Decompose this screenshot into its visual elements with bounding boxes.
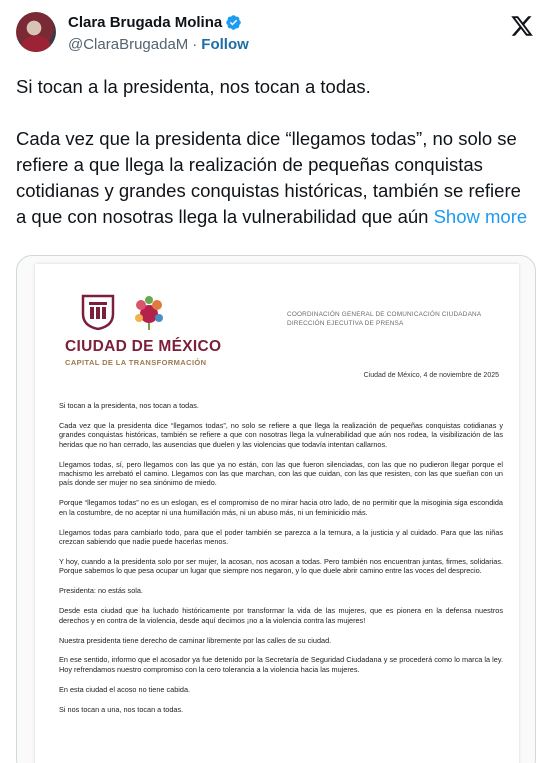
author-name[interactable]: Clara Brugada Molina [68, 14, 223, 31]
follow-button[interactable]: Follow [201, 36, 249, 53]
cdmx-flower-icon [129, 292, 169, 332]
document-body [59, 401, 503, 725]
org-line-1: COORDINACIÓN GENERAL DE COMUNICACIÓN CIUDADANA [287, 311, 482, 318]
doc-paragraph: Y hoy, cuando a la presidenta solo por ser mujer, la acosan, nos acosan a todas. Pero también nos encuentran juntas, firmes, solidarias. Porque sabemos lo que pesa ocupar un lugar que siempre nos negaron, y lo que duele abrir camino entre las voces del desprecio. [59, 556, 503, 576]
doc-paragraph: Llegamos todas para cambiarlo todo, para que el poder también se parezca a la ternura, a la justicia y al cuidado. Para que las niñas crezcan sabiendo que nadie puede hacerlas menos. [59, 527, 503, 547]
tweet-line-1: Si tocan a la presidenta, nos tocan a todas. [16, 76, 371, 97]
separator-dot: · [192, 36, 198, 53]
doc-paragraph: En ese sentido, informo que el acosador ya fue detenido por la Secretaría de Seguridad Ciudadana y se procederá como lo marca la ley. Hoy refrendamos nuestro compromiso con la cero tolerancia a la violencia hacia las mujeres. [59, 655, 503, 674]
doc-paragraph: Desde esta ciudad que ha luchado históricamente por transformar la vida de las mujeres, que es pionera en la defensa nuestros derechos y en contra de la violencia, desde aquí decimos ¡no a la violencia contra las mujeres! [59, 606, 503, 625]
document-date: Ciudad de México, 4 de noviembre de 2025 [363, 372, 499, 379]
show-more-link[interactable]: Show more [433, 206, 528, 227]
doc-paragraph: En esta ciudad el acoso no tiene cabida. [59, 684, 191, 694]
doc-paragraph: Si nos tocan a una, nos tocan a todas. [59, 704, 184, 714]
tweet-header [16, 12, 536, 60]
doc-paragraph: Llegamos todas, sí, pero llegamos con las que ya no están, con las que fueron silenciadas, con las que no pudieron llegar porque el machismo les arrebató el camino. Llegamos con las que marchan, con las que cuidan, con las que resisten, con las que sueñan con un país donde ser mujer no sea sinónimo de miedo. [59, 459, 503, 488]
avatar[interactable] [16, 12, 56, 52]
doc-paragraph: Presidenta: no estás sola. [59, 586, 143, 596]
tweet-body: Cada vez que la presidenta dice “llegamos todas”, no solo se refiere a que llega la realización de pequeñas conquistas cotidianas y grandes conquistas históricas, también se refiere a que con nosotras llega la vulnerabilidad que aún [16, 128, 521, 227]
tweet-body-paragraph [16, 126, 536, 230]
tweet-text [16, 74, 536, 230]
org-line-2: DIRECCIÓN EJECUTIVA DE PRENSA [287, 320, 404, 327]
x-logo-icon[interactable] [510, 14, 534, 38]
doc-paragraph: Nuestra presidenta tiene derecho de caminar libremente por las calles de su ciudad. [59, 635, 332, 645]
org-header [287, 310, 481, 328]
media-card[interactable] [16, 255, 536, 763]
logo-title: CIUDAD DE MÉXICO [65, 338, 222, 355]
doc-paragraph: Cada vez que la presidenta dice “llegamos todas”, no solo se refiere a que llega la realización de pequeñas conquistas cotidianas y grandes conquistas históricas, también se refiere a que con nosotras llega la vulnerabilidad que aún nos rodea, la visibilización de las heridas que no han cerrado, las ausencias que duelen y las violencias que todavía intentan callarnos. [59, 420, 503, 449]
press-release-document [35, 264, 519, 763]
author-handle[interactable]: @ClaraBrugadaM [68, 36, 189, 53]
author-name-row [68, 14, 242, 31]
author-handle-row [68, 36, 249, 53]
cdmx-shield-icon [81, 294, 115, 330]
doc-paragraph: Porque “llegamos todas” no es un eslogan, es el compromiso de no mirar hacia otro lado, de no permitir que la misoginia siga escondida en la costumbre, de no aceptar ni una humillación más, ni un abuso más, ni un feminicidio más. [59, 498, 503, 517]
verified-badge-icon [225, 14, 242, 31]
logo-subtitle: CAPITAL DE LA TRANSFORMACIÓN [65, 358, 207, 367]
cdmx-logo [65, 286, 245, 376]
doc-paragraph: Si tocan a la presidenta, nos tocan a todas. [59, 401, 199, 410]
